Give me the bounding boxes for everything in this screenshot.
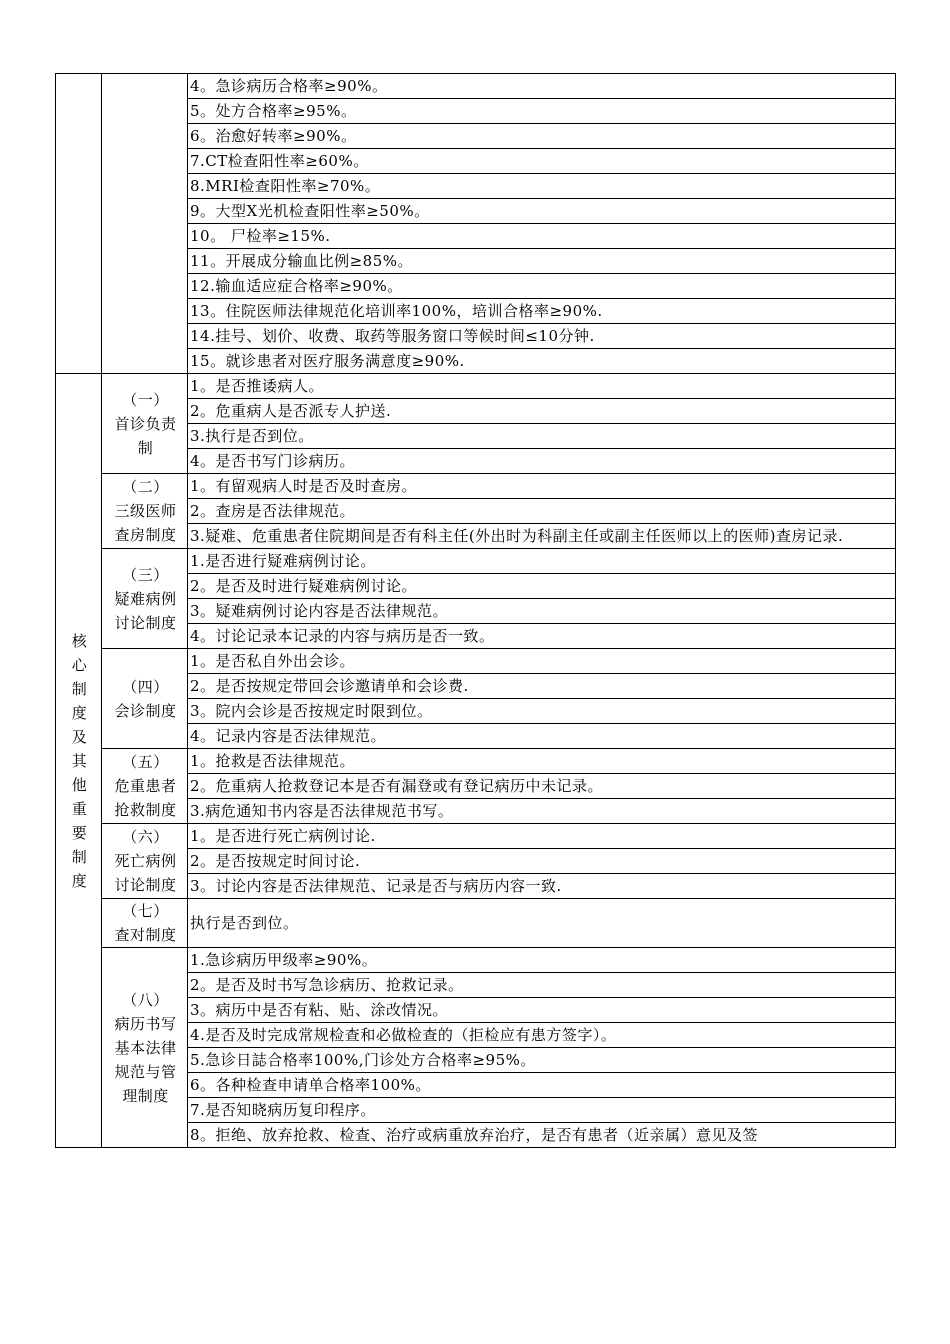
subcategory-label-line: 危重患者 — [114, 777, 177, 795]
category-label-char: 心 — [71, 655, 88, 674]
criteria-item: 9。大型X光机检查阳性率≥50%。 — [188, 199, 896, 224]
criteria-item: 4.是否及时完成常规检查和必做检查的（拒检应有患方签字）。 — [188, 1023, 896, 1048]
category-label-char: 他 — [71, 775, 88, 794]
subcategory-label-line: （六） — [122, 828, 169, 846]
criteria-item: 2。危重病人是否派专人护送. — [188, 399, 896, 424]
criteria-item: 10。 尸检率≥15%. — [188, 224, 896, 249]
criteria-item: 1。是否私自外出会诊。 — [188, 649, 896, 674]
subcategory-label-line: （四） — [122, 677, 169, 696]
criteria-item: 3。疑难病例讨论内容是否法律规范。 — [188, 599, 896, 624]
criteria-item: 3.疑难、危重患者住院期间是否有科主任(外出时为科副主任或副主任医师以上的医师)查房记录. — [188, 524, 896, 549]
subcategory-label-line: （五） — [122, 753, 169, 771]
criteria-item: 6。各种检查申请单合格率100%。 — [188, 1073, 896, 1098]
criteria-item: 6。治愈好转率≥90%。 — [188, 124, 896, 149]
criteria-item: 2。是否及时进行疑难病例讨论。 — [188, 574, 896, 599]
subcategory-cell — [102, 749, 188, 824]
criteria-item: 3.病危通知书内容是否法律规范书写。 — [188, 799, 896, 824]
category-label-char: 及 — [71, 727, 88, 746]
criteria-item: 13。住院医师法律规范化培训率100%，培训合格率≥90%. — [188, 299, 896, 324]
subcategory-label-line: 制 — [137, 438, 154, 457]
subcategory-label-line: 理制度 — [122, 1086, 169, 1105]
subcategory-label-line: （七） — [122, 902, 169, 920]
subcategory-label-line: 会诊制度 — [114, 701, 177, 720]
subcategory-label-line: 抢救制度 — [114, 801, 177, 819]
criteria-item: 4。讨论记录本记录的内容与病历是否一致。 — [188, 624, 896, 649]
criteria-item: 14.挂号、划价、收费、取药等服务窗口等候时间≤10分钟. — [188, 324, 896, 349]
criteria-item: 3。院内会诊是否按规定时限到位。 — [188, 699, 896, 724]
subcategory-cell — [102, 899, 188, 948]
table-row — [56, 474, 896, 499]
criteria-item: 2。危重病人抢救登记本是否有漏登或有登记病历中未记录。 — [188, 774, 896, 799]
subcategory-label-line: 讨论制度 — [114, 876, 177, 894]
criteria-item: 3。病历中是否有粘、贴、涂改情况。 — [188, 998, 896, 1023]
criteria-item: 1。是否推诿病人。 — [188, 374, 896, 399]
subcategory-cell — [102, 824, 188, 899]
empty-category-cell — [56, 74, 102, 374]
subcategory-label-line: 规范与管 — [114, 1062, 177, 1081]
criteria-item: 2。是否按规定带回会诊邀请单和会诊费. — [188, 674, 896, 699]
subcategory-label-line: 讨论制度 — [114, 613, 177, 632]
criteria-item: 2。是否按规定时间讨论. — [188, 849, 896, 874]
subcategory-label-line: 首诊负责 — [114, 414, 177, 433]
subcategory-cell — [102, 948, 188, 1148]
subcategory-label-line: 死亡病例 — [114, 852, 177, 870]
subcategory-label-line: 病历书写 — [114, 1014, 177, 1033]
criteria-item: 7.是否知晓病历复印程序。 — [188, 1098, 896, 1123]
table-row — [56, 948, 896, 973]
evaluation-table-body — [56, 74, 896, 1148]
criteria-item: 1。抢救是否法律规范。 — [188, 749, 896, 774]
criteria-item: 4。是否书写门诊病历。 — [188, 449, 896, 474]
criteria-item: 1.是否进行疑难病例讨论。 — [188, 549, 896, 574]
table-row — [56, 749, 896, 774]
criteria-item: 5。处方合格率≥95%。 — [188, 99, 896, 124]
category-label-char: 核 — [71, 631, 88, 650]
table-row — [56, 549, 896, 574]
criteria-item: 2。查房是否法律规范。 — [188, 499, 896, 524]
table-row — [56, 74, 896, 99]
criteria-item: 11。开展成分输血比例≥85%。 — [188, 249, 896, 274]
criteria-item: 执行是否到位。 — [188, 899, 896, 948]
criteria-item: 1。是否进行死亡病例讨论. — [188, 824, 896, 849]
evaluation-table — [55, 73, 896, 1148]
criteria-item: 8.MRI检查阳性率≥70%。 — [188, 174, 896, 199]
criteria-item: 2。是否及时书写急诊病历、抢救记录。 — [188, 973, 896, 998]
category-label-char: 重 — [71, 799, 88, 818]
table-row — [56, 374, 896, 399]
category-label-char: 制 — [71, 847, 88, 866]
criteria-item: 1。有留观病人时是否及时查房。 — [188, 474, 896, 499]
subcategory-cell — [102, 649, 188, 749]
subcategory-label-line: 基本法律 — [114, 1038, 177, 1057]
criteria-item: 15。就诊患者对医疗服务满意度≥90%. — [188, 349, 896, 374]
table-row — [56, 899, 896, 948]
criteria-item: 8。拒绝、放弃抢救、检查、治疗或病重放弃治疗，是否有患者（近亲属）意见及签 — [188, 1123, 896, 1148]
subcategory-label-line: 查对制度 — [114, 926, 177, 944]
criteria-item: 3.执行是否到位。 — [188, 424, 896, 449]
criteria-item: 3。讨论内容是否法律规范、记录是否与病历内容一致. — [188, 874, 896, 899]
criteria-item: 4。记录内容是否法律规范。 — [188, 724, 896, 749]
subcategory-cell — [102, 549, 188, 649]
criteria-item: 7.CT检查阳性率≥60%。 — [188, 149, 896, 174]
criteria-item: 4。急诊病历合格率≥90%。 — [188, 74, 896, 99]
subcategory-label-line: （三） — [122, 565, 169, 584]
empty-subcategory-cell — [102, 74, 188, 374]
subcategory-label-line: （一） — [122, 390, 169, 409]
subcategory-cell — [102, 474, 188, 549]
subcategory-label-line: 疑难病例 — [114, 589, 177, 608]
subcategory-cell — [102, 374, 188, 474]
criteria-item: 12.输血适应症合格率≥90%。 — [188, 274, 896, 299]
category-label-char: 要 — [71, 823, 88, 842]
table-row — [56, 649, 896, 674]
subcategory-label-line: （二） — [122, 478, 169, 496]
category-label-char: 制 — [71, 679, 88, 698]
table-row — [56, 824, 896, 849]
subcategory-label-line: （八） — [122, 990, 169, 1009]
criteria-item: 5.急诊日誌合格率100%,门诊处方合格率≥95%。 — [188, 1048, 896, 1073]
criteria-item: 1.急诊病历甲级率≥90%。 — [188, 948, 896, 973]
category-cell — [56, 374, 102, 1148]
category-label-char: 其 — [71, 751, 88, 770]
subcategory-label-line: 三级医师 — [114, 502, 177, 520]
category-label-char: 度 — [71, 871, 88, 890]
category-label-char: 度 — [71, 703, 88, 722]
subcategory-label-line: 查房制度 — [114, 526, 177, 544]
